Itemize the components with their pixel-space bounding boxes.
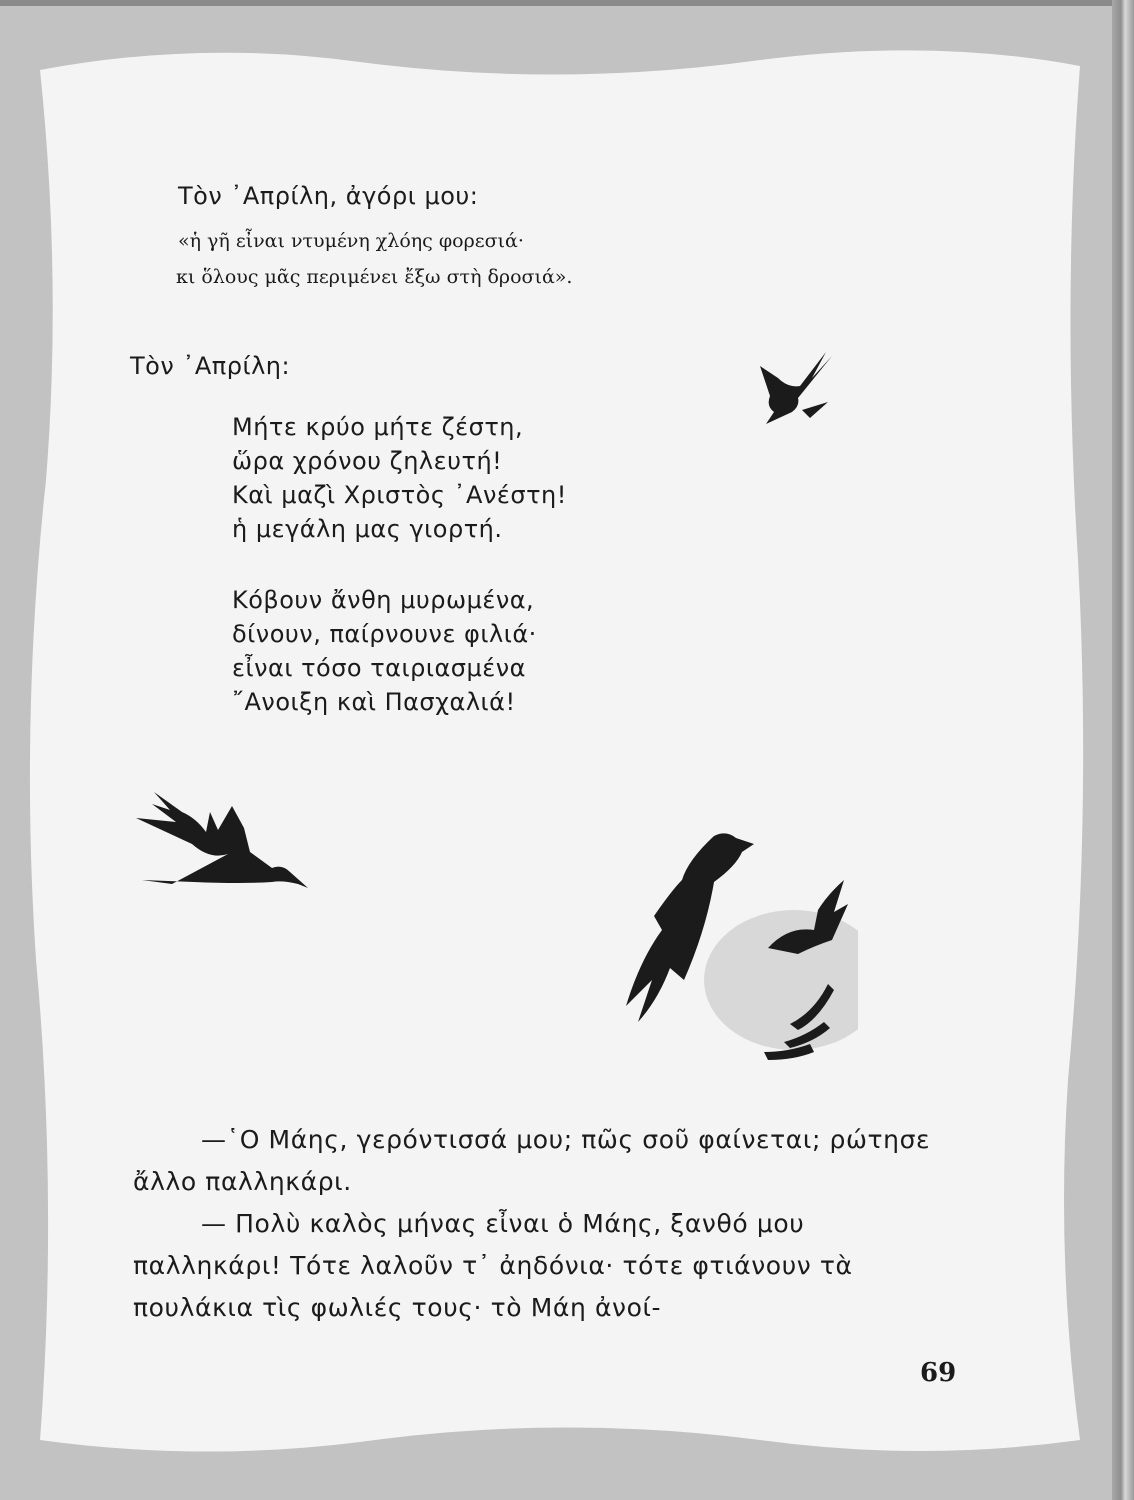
prose-paragraph-2: — Πολὺ καλὸς μήνας εἶναι ὁ Μάης, ξανθό μου παλληκάρι! Τότε λαλοῦν τ᾿ ἀηδόνια· τότε φτιάνουν τὰ πουλάκια τὶς φωλιές τους· τὸ Μάη ἀνοί- (133, 1209, 853, 1322)
stanza-line: Καὶ μαζὶ Χριστὸς ᾿Ανέστη! (232, 481, 567, 509)
stanza-line: Κόβουν ἄνθη μυρωμένα, (232, 586, 535, 614)
stanza-line: ὥρα χρόνου ζηλευτή! (232, 447, 503, 475)
prose-paragraph-1: —῾Ο Μάης, γερόντισσά μου; πῶς σοῦ φαίνεται; ρώτησε ἄλλο παλληκάρι. (133, 1125, 931, 1196)
stanza-line: Μήτε κρύο μήτε ζέστη, (232, 413, 524, 441)
swallow-feeding-icon (618, 830, 858, 1066)
book-spine (1112, 0, 1134, 1500)
page-number: 69 (920, 1358, 957, 1388)
stanza-line: δίνουν, παίρνουνε φιλιά· (232, 620, 537, 648)
poem-quote-line-1: «ἡ γῆ εἶναι ντυμένη χλόης φορεσιά· (178, 230, 524, 252)
poem-opening-line: Τὸν ᾿Απρίλη, ἀγόρι μου: (178, 182, 479, 210)
stanza-line: ῎Ανοιξη καὶ Πασχαλιά! (232, 688, 516, 716)
stanza-line: εἶναι τόσο ταιριασμένα (232, 654, 526, 682)
swallow-icon (132, 788, 312, 898)
stanza-1 (232, 410, 567, 546)
poem-quote-line-2: κι ὅλους μᾶς περιμένει ἔξω στὴ δροσιά». (176, 266, 573, 288)
stanza-2 (232, 583, 537, 719)
swallow-icon (748, 348, 840, 428)
stanza-line: ἡ μεγάλη μας γιορτή. (232, 515, 503, 543)
poem-second-opening: Τὸν ᾿Απρίλη: (130, 352, 291, 380)
